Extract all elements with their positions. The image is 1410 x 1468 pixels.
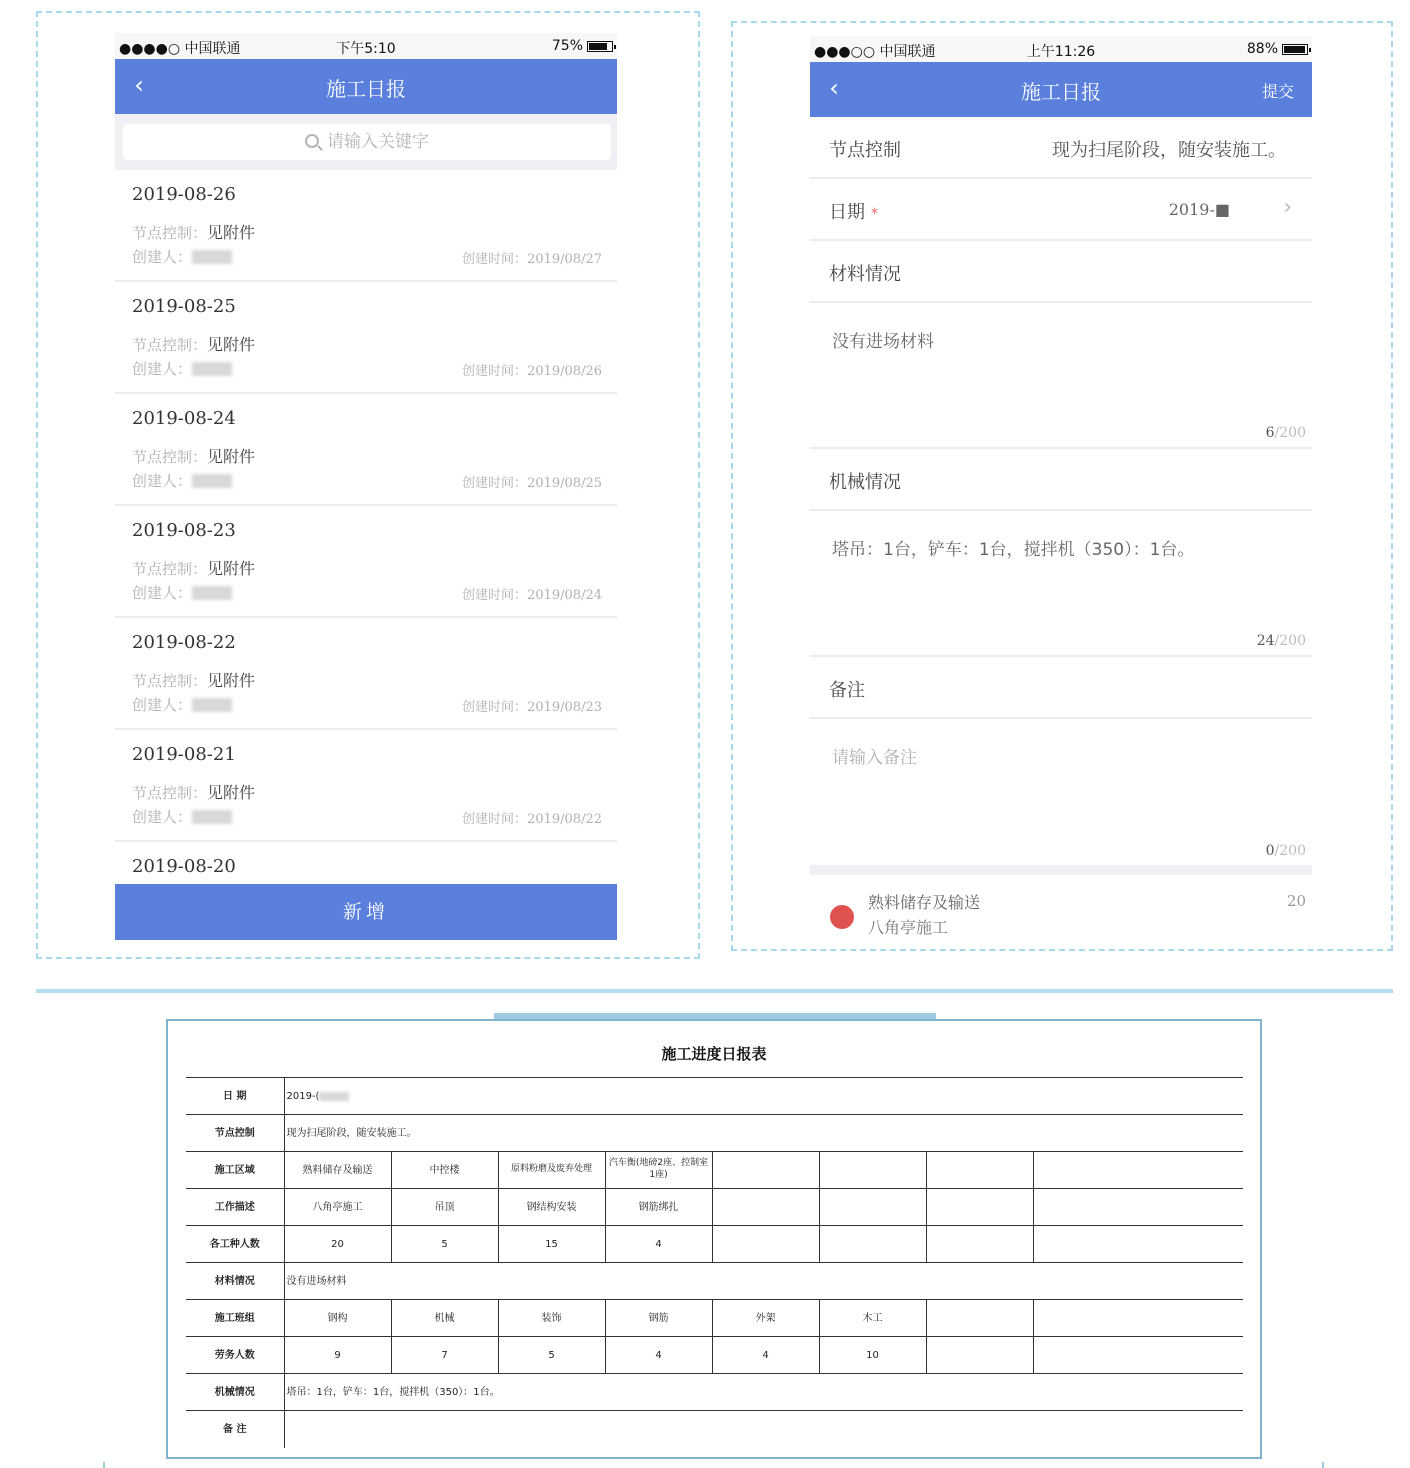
item-created-time: 创建时间：2019/08/23 — [462, 700, 602, 715]
item-created-time: 创建时间：2019/08/24 — [462, 588, 602, 603]
cell: 4 — [605, 1226, 712, 1263]
add-button[interactable]: 新增 — [115, 884, 617, 940]
node-control-value: 现为扫尾阶段，随安装施工。 — [1052, 140, 1286, 161]
cell — [1033, 1226, 1243, 1263]
list-screen — [115, 33, 617, 940]
redacted-name — [192, 698, 232, 712]
cell: 15 — [498, 1226, 605, 1263]
cell: 钢筋绑扎 — [605, 1189, 712, 1226]
area-list-item[interactable] — [810, 875, 1312, 940]
item-date: 2019-08-26 — [132, 184, 236, 205]
cell: 木工 — [819, 1300, 926, 1337]
cell: 钢构 — [284, 1300, 391, 1337]
battery-icon — [1282, 44, 1308, 55]
frame-corner — [103, 1462, 105, 1468]
remarks-row — [810, 657, 1312, 719]
materials-char-count: 6/200 — [1265, 425, 1306, 441]
form-screen — [810, 36, 1312, 940]
row-label: 节点控制 — [186, 1115, 284, 1152]
remarks-textarea[interactable] — [810, 719, 1312, 865]
row-label: 机械情况 — [186, 1374, 284, 1411]
list-item[interactable] — [115, 506, 617, 618]
cell: 中控楼 — [391, 1152, 498, 1189]
cell: 7 — [391, 1337, 498, 1374]
cell: 10 — [819, 1337, 926, 1374]
item-creator: 创建人： — [132, 806, 232, 827]
item-created-time: 创建时间：2019/08/27 — [462, 252, 602, 267]
list-item[interactable] — [115, 282, 617, 394]
item-node-control: 节点控制：见附件 — [132, 335, 256, 354]
cell: 2019-( — [284, 1078, 1243, 1115]
section-separator — [36, 989, 1393, 993]
area-name: 熟料储存及输送 — [868, 893, 981, 912]
row-label: 备 注 — [223, 1423, 247, 1435]
item-created-time: 创建时间：2019/08/22 — [462, 812, 602, 827]
item-creator: 创建人： — [132, 582, 232, 603]
machinery-label: 机械情况 — [829, 472, 901, 493]
cell: 装饰 — [498, 1300, 605, 1337]
cell — [926, 1189, 1033, 1226]
row-workers — [186, 1226, 1243, 1263]
clock-label: 上午11:26 — [1026, 44, 1096, 60]
cell — [284, 1411, 1243, 1448]
cell — [819, 1189, 926, 1226]
list-item[interactable] — [115, 842, 617, 882]
list-item[interactable] — [115, 170, 617, 282]
cell: 5 — [498, 1337, 605, 1374]
area-work: 八角亭施工 — [868, 918, 949, 937]
cell — [926, 1337, 1033, 1374]
status-bar — [810, 36, 1312, 62]
cell: 钢筋 — [605, 1300, 712, 1337]
cell: 塔吊：1台，铲车：1台，搅拌机（350）：1台。 — [284, 1374, 1243, 1411]
cell — [926, 1226, 1033, 1263]
required-mark: * — [871, 206, 878, 222]
search-bar — [115, 114, 617, 170]
section-divider — [810, 865, 1312, 875]
item-node-control: 节点控制：见附件 — [132, 783, 256, 802]
battery-icon — [587, 41, 613, 52]
battery-status — [552, 38, 613, 54]
cell: 钢结构安装 — [498, 1189, 605, 1226]
report-document — [166, 1019, 1262, 1459]
cell: 20 — [284, 1226, 391, 1263]
frame-corner — [1322, 1462, 1324, 1468]
page-title: 施工日报 — [326, 77, 406, 101]
cell: 汽车衡(地磅2座、控制室1座) — [605, 1152, 712, 1189]
item-node-control: 节点控制：见附件 — [132, 671, 256, 690]
submit-button[interactable]: 提交 — [1261, 82, 1294, 101]
redacted-name — [192, 474, 232, 488]
item-date: 2019-08-25 — [132, 296, 236, 317]
row-label: 施工区域 — [186, 1152, 284, 1189]
report-title: 施工进度日报表 — [661, 1045, 767, 1063]
cell — [712, 1189, 819, 1226]
item-date: 2019-08-23 — [132, 520, 236, 541]
cell: 原料粉磨及废弃处理 — [498, 1152, 605, 1189]
cell — [819, 1226, 926, 1263]
row-desc — [186, 1189, 1243, 1226]
cell — [1033, 1337, 1243, 1374]
cell: 4 — [605, 1337, 712, 1374]
row-remarks — [186, 1411, 1243, 1448]
row-node — [186, 1115, 1243, 1152]
cell: 机械 — [391, 1300, 498, 1337]
item-created-time: 创建时间：2019/08/26 — [462, 364, 602, 379]
redacted-name — [192, 586, 232, 600]
cell — [926, 1152, 1033, 1189]
search-placeholder: 请输入关键字 — [327, 132, 429, 152]
item-creator: 创建人： — [132, 470, 232, 491]
cell: 吊顶 — [391, 1189, 498, 1226]
redacted-name — [192, 250, 232, 264]
cell — [1033, 1300, 1243, 1337]
item-date: 2019-08-24 — [132, 408, 236, 429]
row-label: 各工种人数 — [186, 1226, 284, 1263]
cell: 八角亭施工 — [284, 1189, 391, 1226]
row-label: 施工班组 — [186, 1300, 284, 1337]
row-label: 材料情况 — [186, 1263, 284, 1300]
status-bar — [115, 33, 617, 59]
cell — [819, 1152, 926, 1189]
row-label: 劳务人数 — [186, 1337, 284, 1374]
cell: 9 — [284, 1337, 391, 1374]
item-creator: 创建人： — [132, 358, 232, 379]
cell: 5 — [391, 1226, 498, 1263]
materials-label: 材料情况 — [829, 264, 901, 285]
list-item[interactable] — [115, 394, 617, 506]
remarks-label: 备注 — [829, 680, 865, 701]
cell: 熟料储存及输送 — [284, 1152, 391, 1189]
page-title: 施工日报 — [1021, 80, 1101, 104]
date-label: 日期 * — [829, 202, 878, 223]
redacted-name — [192, 810, 232, 824]
search-input[interactable] — [123, 124, 611, 160]
item-date: 2019-08-21 — [132, 744, 236, 765]
cell — [1033, 1152, 1243, 1189]
cell: 没有进场材料 — [284, 1263, 1243, 1300]
list-item[interactable] — [115, 618, 617, 730]
back-icon[interactable]: ‹ — [134, 71, 144, 99]
cell — [712, 1152, 819, 1189]
row-materials — [186, 1263, 1243, 1300]
item-creator: 创建人： — [132, 246, 232, 267]
report-table — [186, 1077, 1243, 1448]
remarks-placeholder: 请输入备注 — [832, 748, 917, 768]
item-created-time: 创建时间：2019/08/25 — [462, 476, 602, 491]
row-date — [186, 1078, 1243, 1115]
machinery-row — [810, 449, 1312, 511]
item-creator: 创建人： — [132, 694, 232, 715]
item-date: 2019-08-20 — [132, 856, 236, 877]
row-label: 工作描述 — [186, 1189, 284, 1226]
status-dot-icon — [830, 905, 854, 929]
cell: 4 — [712, 1337, 819, 1374]
materials-row — [810, 241, 1312, 303]
redacted-date — [319, 1092, 349, 1101]
date-value: 2019-■ — [1168, 200, 1230, 219]
materials-value: 没有进场材料 — [832, 332, 934, 352]
cell — [1033, 1189, 1243, 1226]
row-machinery — [186, 1374, 1243, 1411]
battery-percent: 88% — [1246, 41, 1278, 57]
area-count: 20 — [1286, 892, 1306, 910]
node-control-row[interactable] — [810, 117, 1312, 179]
date-row[interactable] — [810, 179, 1312, 241]
back-icon[interactable]: ‹ — [829, 74, 839, 102]
item-node-control: 节点控制：见附件 — [132, 559, 256, 578]
row-teams — [186, 1300, 1243, 1337]
machinery-value: 塔吊：1台，铲车：1台，搅拌机（350）：1台。 — [832, 540, 1195, 560]
clock-label: 下午5:10 — [336, 41, 396, 57]
machinery-textarea[interactable] — [810, 511, 1312, 657]
chevron-right-icon: › — [1283, 195, 1292, 220]
carrier-label: ●●●●○ 中国联通 — [119, 41, 241, 57]
nav-bar — [115, 59, 617, 114]
redacted-name — [192, 362, 232, 376]
row-label: 日 期 — [186, 1078, 284, 1115]
battery-percent: 75% — [551, 38, 583, 54]
nav-bar — [810, 62, 1312, 117]
item-date: 2019-08-22 — [132, 632, 236, 653]
materials-textarea[interactable] — [810, 303, 1312, 449]
report-list — [115, 170, 617, 842]
search-icon — [305, 134, 319, 148]
list-item[interactable] — [115, 730, 617, 842]
machinery-char-count: 24/200 — [1256, 633, 1306, 649]
cell — [712, 1226, 819, 1263]
node-control-label: 节点控制 — [829, 140, 901, 161]
row-area — [186, 1152, 1243, 1189]
item-node-control: 节点控制：见附件 — [132, 223, 256, 242]
row-labor — [186, 1337, 1243, 1374]
battery-status — [1247, 41, 1308, 57]
remarks-char-count: 0/200 — [1265, 843, 1306, 859]
carrier-label: ●●●○○ 中国联通 — [814, 44, 936, 60]
cell: 外架 — [712, 1300, 819, 1337]
item-node-control: 节点控制：见附件 — [132, 447, 256, 466]
cell — [926, 1300, 1033, 1337]
cell: 现为扫尾阶段，随安装施工。 — [284, 1115, 1243, 1152]
